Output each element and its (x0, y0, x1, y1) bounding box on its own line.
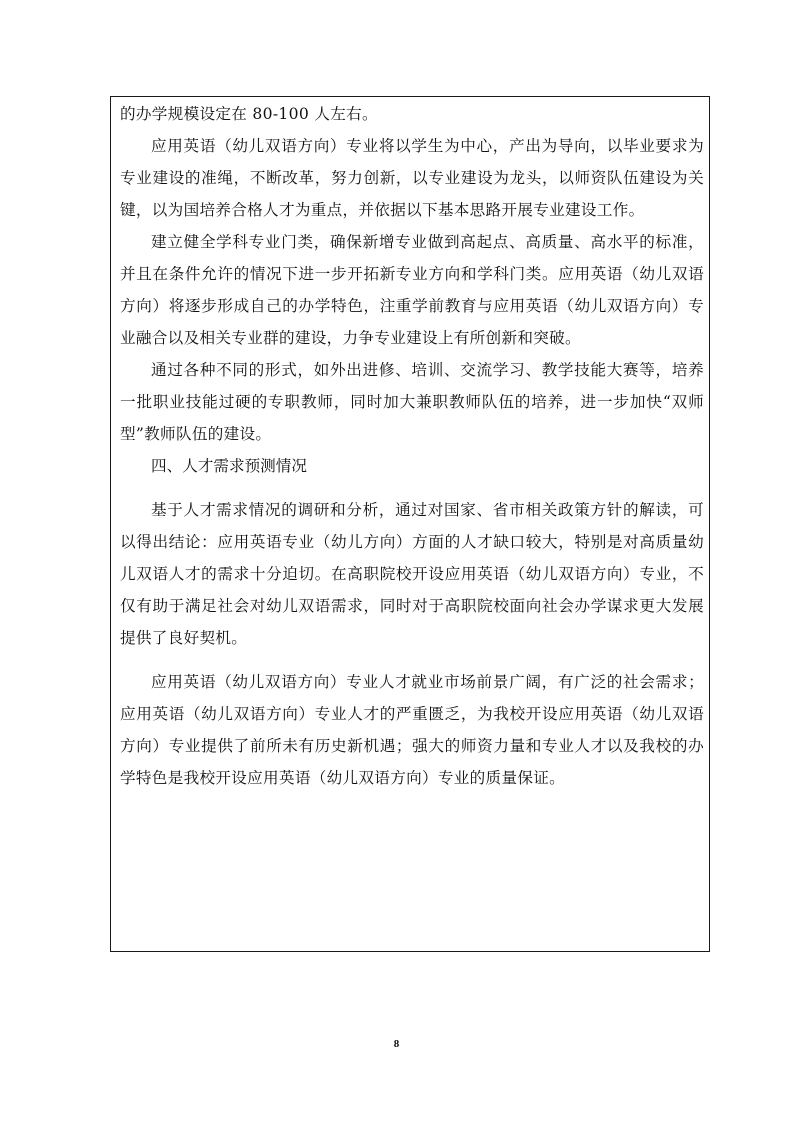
paragraph-employment-prospects: 应用英语（幼儿双语方向）专业人才就业市场前景广阔，有广泛的社会需求；应用英语（幼儿双语方向）专业人才的严重匮乏，为我校开设应用英语（幼儿双语方向）专业提供了前所未有历史新机遇；强大的师资力量和专业人才以及我校的办学特色是我校开设应用英语（幼儿双语方向）专业的质量保证。 (120, 673, 704, 787)
document-body (120, 98, 704, 794)
section-heading: 四、人才需求预测情况 (151, 457, 307, 475)
paragraph-major-approach: 应用英语（幼儿双语方向）专业将以学生为中心，产出为导向，以毕业要求为专业建设的准绳，不断改革，努力创新，以专业建设为龙头，以师资队伍建设为关键，以为国培养合格人才为重点，并依据以下基本思路开展专业建设工作。 (120, 137, 704, 219)
paragraph-teacher-training: 通过各种不同的形式，如外出进修、培训、交流学习、教学技能大赛等，培养一批职业技能过硬的专职教师，同时加大兼职教师队伍的培养，进一步加快“双师型”教师队伍的建设。 (120, 361, 704, 443)
page-number: 8 (393, 1038, 400, 1050)
paragraph-discipline-building: 建立健全学科专业门类，确保新增专业做到高起点、高质量、高水平的标准，并且在条件允许的情况下进一步开拓新专业方向和学科门类。应用英语（幼儿双语方向）将逐步形成自己的办学特色，注重学前教育与应用英语（幼儿双语方向）专业融合以及相关专业群的建设，力争专业建设上有所创新和突破。 (120, 233, 704, 347)
paragraph-demand-analysis: 基于人才需求情况的调研和分析，通过对国家、省市相关政策方针的解读，可以得出结论：应用英语专业（幼儿方向）方面的人才缺口较大，特别是对高质量幼儿双语人才的需求十分迫切。在高职院校开设应用英语（幼儿双语方向）专业，不仅有助于满足社会对幼儿双语需求，同时对于高职院校面向社会办学谋求更大发展提供了良好契机。 (120, 501, 704, 647)
paragraph-continuation: 的办学规模设定在 80-100 人左右。 (120, 105, 378, 123)
